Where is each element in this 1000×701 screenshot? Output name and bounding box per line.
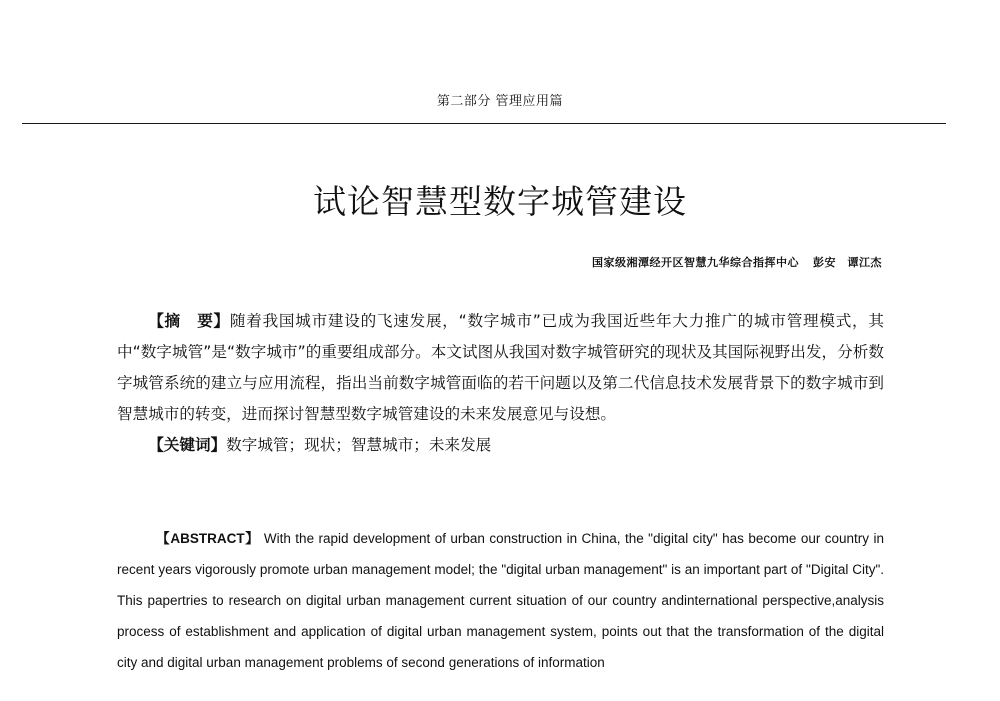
- abstract-en-label: 【ABSTRACT】: [156, 531, 260, 546]
- running-header: 第二部分 管理应用篇: [436, 94, 564, 109]
- affiliation: 国家级湘潭经开区智慧九华综合指挥中心: [592, 256, 799, 269]
- abstract-en-paragraph: [117, 523, 884, 678]
- abstract-zh-paragraph: [117, 306, 884, 430]
- abstract-zh-label: 【摘 要】: [148, 312, 230, 330]
- english-abstract-section: [117, 523, 884, 678]
- keywords-zh-label: 【关键词】: [148, 436, 227, 454]
- keywords-zh-paragraph: [117, 430, 884, 461]
- abstract-en-text: With the rapid development of urban construction in China, the "digital city" has become our country in recent years vigorously promote urban management model; the "digital urban management" is an important part of "Digital City". This papertries to research on digital urban management current situation of our country andinternational perspective,analysis process of establishment and application of digital urban management system, points out that the transformation of the digital city and digital urban management problems of second generations of information: [117, 531, 884, 670]
- abstract-zh-text: 随着我国城市建设的飞速发展，“数字城市”已成为我国近些年大力推广的城市管理模式，其中“数字城管”是“数字城市”的重要组成部分。本文试图从我国对数字城管研究的现状及其国际视野出发，分析数字城管系统的建立与应用流程，指出当前数字城管面临的若干问题以及第二代信息技术发展背景下的数字城市到智慧城市的转变，进而探讨智慧型数字城管建设的未来发展意见与设想。: [117, 312, 884, 423]
- chinese-abstract-section: [117, 306, 884, 461]
- author-affiliation-line: [592, 254, 882, 270]
- article-title: 试论智慧型数字城管建设: [313, 182, 687, 221]
- authors: 彭安 谭江杰: [813, 256, 882, 269]
- header-rule: [22, 123, 946, 124]
- keywords-zh-text: 数字城管；现状；智慧城市；未来发展: [226, 436, 492, 454]
